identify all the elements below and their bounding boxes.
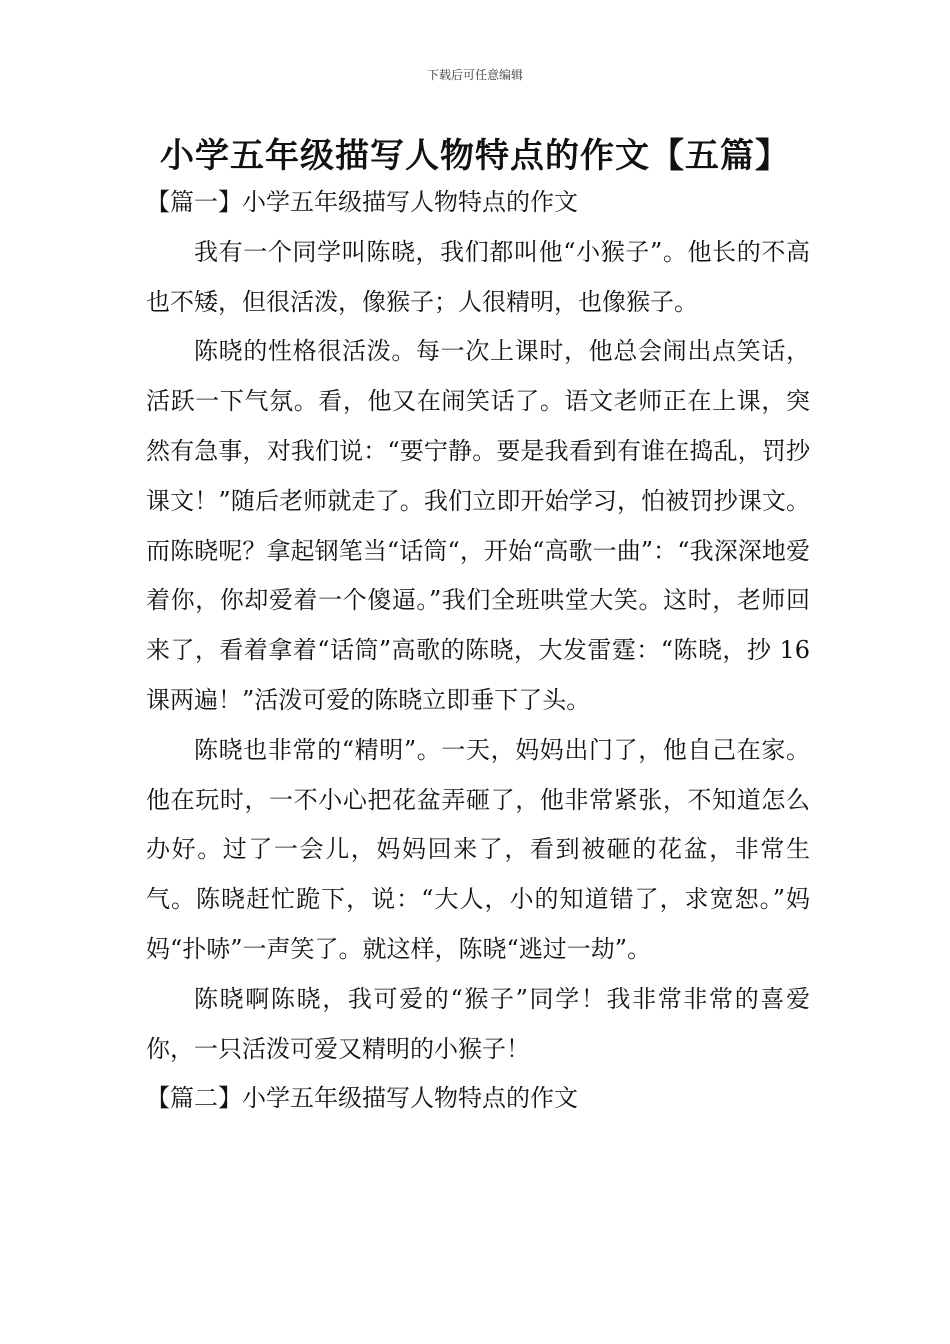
paragraph: 我有一个同学叫陈晓，我们都叫他“小猴子”。他长的不高也不矮，但很活泼，像猴子；人很精明，也像猴子。 [146,237,810,316]
paragraph: 陈晓的性格很活泼。每一次上课时，他总会闹出点笑话，活跃一下气氛。看，他又在闹笑话了。语文老师正在上课，突然有急事，对我们说：“要宁静。要是我看到有谁在捣乱，罚抄课文！”随后老师就走了。我们立即开始学习，怕被罚抄课文。而陈晓呢？拿起钢笔当“话筒“，开始“高歌一曲”：“我深深地爱着你，你却爱着一个傻逼。”我们全班哄堂大笑。这时，老师回来了，看着拿着“话筒”高歌的陈晓，大发雷霆：“陈晓，抄 16 课两遍！”活泼可爱的陈晓立即垂下了头。 [146,337,810,714]
paragraph: 陈晓啊陈晓，我可爱的“猴子”同学！我非常非常的喜爱你，一只活泼可爱又精明的小猴子！ [146,984,810,1063]
section-heading: 【篇一】小学五年级描写人物特点的作文 [146,188,578,216]
section-heading: 【篇二】小学五年级描写人物特点的作文 [146,1084,578,1113]
header-note: 下载后可任意编辑 [426,68,523,82]
document-title: 小学五年级描写人物特点的作文【五篇】 [160,136,790,176]
paragraph: 陈晓也非常的“精明”。一天，妈妈出门了，他自己在家。他在玩时，一不小心把花盆弄砸了，他非常紧张，不知道怎么办好。过了一会儿，妈妈回来了，看到被砸的花盆，非常生气。陈晓赶忙跪下，说：“大人，小的知道错了，求宽恕。”妈妈“扑哧”一声笑了。就这样，陈晓“逃过一劫”。 [146,735,810,963]
document-body [146,178,810,1124]
